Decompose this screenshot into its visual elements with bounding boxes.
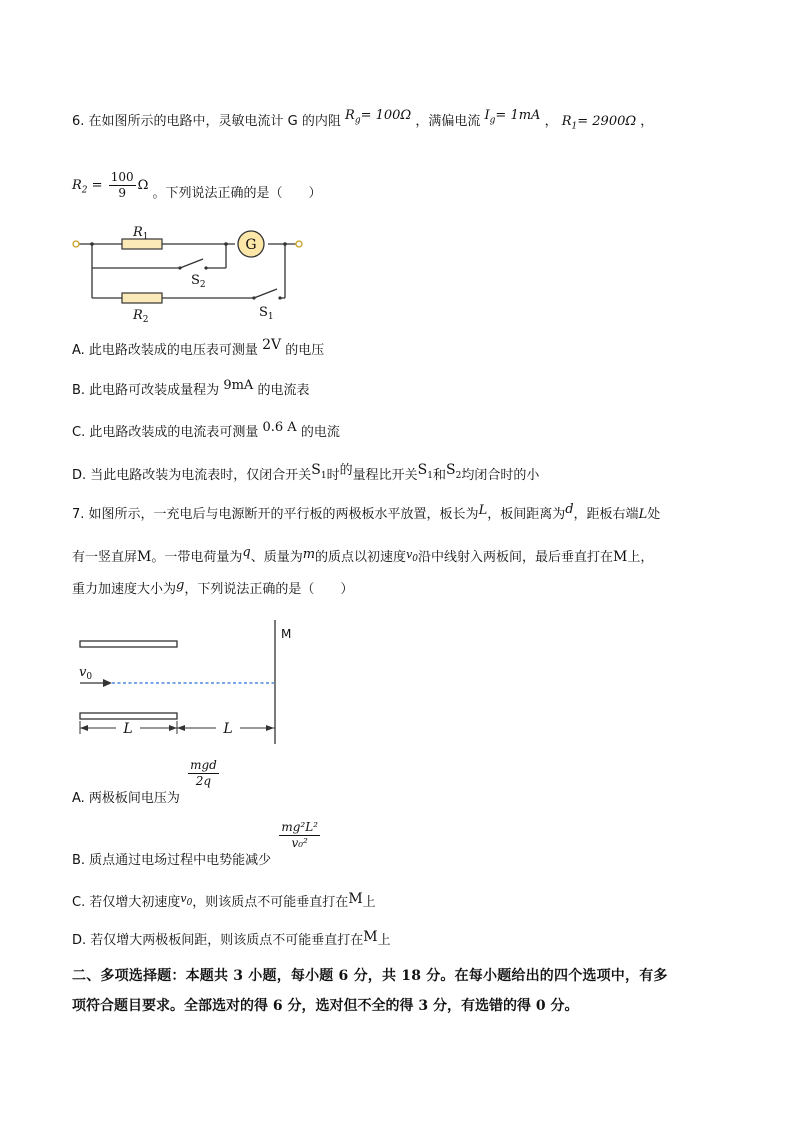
q7-line2-e: 沿中线射入两板间，最后垂直打在 xyxy=(418,550,614,565)
q7-sym-d: d xyxy=(565,502,574,517)
q7-option-d-text: D. 若仅增大两极板间距，则该质点不可能垂直打在 xyxy=(72,933,364,948)
q6-option-a-post: 的电压 xyxy=(285,343,325,358)
s2-label: $S_2$ xyxy=(191,273,206,290)
q7-option-c-end: 上 xyxy=(362,895,376,910)
r2-formula: $R_2$ = xyxy=(72,178,107,196)
q7-option-d-M: M xyxy=(363,929,378,945)
q7-sym-q: q xyxy=(242,545,251,560)
dim-arrow-2r xyxy=(266,725,274,731)
q7-option-b xyxy=(72,820,322,868)
q6-option-c-post: 的电流 xyxy=(300,425,340,440)
q7-option-a-fraction: $\frac{\text{mgd}}{2q}$ xyxy=(190,758,217,788)
q7-sym-v0: v0 xyxy=(406,548,419,565)
section2-header-line2: 项符合题目要求。全部选对的得 6 分，选对但不全的得 3 分，有选错的得 0 分。 xyxy=(72,998,579,1014)
q6-option-d-de: 的 xyxy=(339,463,353,478)
section2-header-line1: 二、多项选择题：本题共 3 小题，每小题 6 分，共 18 分。在每小题给出的四个选项中，有多 xyxy=(72,968,668,984)
q7-line3-a: 重力加速度大小为 xyxy=(72,582,177,597)
q7-option-a-text: A. 两极板间电压为 xyxy=(72,791,180,806)
switch-s1-blade xyxy=(254,289,277,298)
q6-option-a-text: A. 此电路改装成的电压表可测量 xyxy=(72,343,258,358)
q6-option-d-s2: $S_2$ xyxy=(446,462,462,481)
q7-number: 7. xyxy=(72,507,85,522)
s1-pivot xyxy=(252,296,255,299)
q7-stem-line2 xyxy=(72,547,653,572)
r2-unit: Ω xyxy=(137,178,149,193)
q7-option-d-end: 上 xyxy=(377,933,391,948)
galvanometer-label: G xyxy=(245,237,257,253)
q7-option-b-text: B. 质点通过电场过程中电势能减少 xyxy=(72,853,272,868)
ig-formula: $I_g= 1mA$ xyxy=(484,108,541,126)
dim-label-L2: L xyxy=(223,721,233,737)
q6-option-d-post: 均闭合时的小 xyxy=(461,468,540,483)
rg-formula: $R_g= 100\Omega$ xyxy=(345,108,412,126)
q6-option-d-and: 和 xyxy=(432,468,446,483)
q6-number: 6. xyxy=(72,114,85,129)
q7-option-c-M: M xyxy=(348,891,363,907)
s2-contact xyxy=(204,266,207,269)
upper-plate xyxy=(80,641,177,647)
q6-sep: ， xyxy=(544,114,558,129)
q6-stem-c: 。下列说法正确的是（ ） xyxy=(152,186,322,201)
q7-sym-m: m xyxy=(302,547,316,562)
q6-option-b-text: B. 此电路可改装成量程为 xyxy=(72,383,220,398)
q6-option-d-text: D. 当此电路改装为电流表时，仅闭合开关 xyxy=(72,468,312,483)
q6-option-c-value: 0.6 A xyxy=(262,420,297,435)
q7-sym-L: L xyxy=(478,503,488,518)
s2-pivot xyxy=(178,266,181,269)
r1-label: $R_1$ xyxy=(133,225,149,242)
node-mid xyxy=(224,242,228,246)
q7-option-d xyxy=(72,930,391,951)
q7-line3-b: ，下列说法正确的是（ ） xyxy=(184,582,354,597)
q7-line1-b: ，板间距离为 xyxy=(487,507,566,522)
lower-plate xyxy=(80,713,177,719)
q7-line2-f: 上， xyxy=(627,550,654,565)
q6-end-comma: ， xyxy=(640,114,654,129)
q6-option-d xyxy=(72,462,540,491)
terminal-left xyxy=(73,241,79,247)
screen-m-label: M xyxy=(281,627,292,641)
q6-option-c-text: C. 此电路改装成的电流表可测量 xyxy=(72,425,259,440)
v0-label: $v_0$ xyxy=(79,665,93,682)
q7-option-c-v0: v0 xyxy=(180,892,193,909)
q6-option-b-post: 的电流表 xyxy=(257,383,310,398)
dim-arrow-1r xyxy=(169,725,177,731)
r2-fraction: $\frac{100}{9}$ xyxy=(110,170,134,200)
q7-line2-b: 。一带电荷量为 xyxy=(151,550,243,565)
q7-line1-c: ，距板右端 xyxy=(573,507,639,522)
q7-option-c xyxy=(72,892,376,917)
q7-option-c-text: C. 若仅增大初速度 xyxy=(72,895,181,910)
q7-stem-line1 xyxy=(72,502,661,525)
q7-line2-c: 、质量为 xyxy=(250,550,303,565)
q6-option-c xyxy=(72,420,340,443)
q7-sym-M: M xyxy=(137,549,152,565)
q7-sym-L2: L xyxy=(638,507,648,522)
q6-option-a-value: 2V xyxy=(262,337,282,353)
q7-line2-d: 的质点以初速度 xyxy=(315,550,407,565)
q7-option-c-post: ，则该质点不可能垂直打在 xyxy=(192,895,349,910)
s1-label: $S_1$ xyxy=(259,305,274,322)
terminal-right xyxy=(296,241,302,247)
s1-contact xyxy=(278,296,281,299)
q7-line1-d: 处 xyxy=(647,507,661,522)
q6-option-a xyxy=(72,337,325,361)
q6-option-d-mid2: 量程比开关 xyxy=(352,468,418,483)
dim-arrow-1l xyxy=(80,725,88,731)
q7-sym-g: g xyxy=(176,578,185,593)
node-left xyxy=(90,242,94,246)
q6-option-d-s1: $S_1$ xyxy=(311,462,327,481)
q7-stem-line3 xyxy=(72,580,353,600)
velocity-arrow-head xyxy=(103,679,112,687)
q6-option-b-value: 9mA xyxy=(223,378,254,393)
q6-stem-line2 xyxy=(72,170,322,201)
r1-formula: $R_1= 2900\Omega$ xyxy=(561,114,637,132)
node-right xyxy=(283,242,287,246)
q6-option-b xyxy=(72,378,310,401)
q7-option-a xyxy=(72,758,221,806)
q7-sym-M2: M xyxy=(613,549,628,565)
q7-option-b-fraction: $\frac{\text{mg²L²}}{\text{v₀²}}$ xyxy=(281,820,318,850)
switch-s2-blade xyxy=(180,259,203,268)
dim-label-L1: L xyxy=(123,721,133,737)
resistor-r2 xyxy=(122,293,162,303)
q6-option-d-mid1: 时 xyxy=(326,468,340,483)
q6-stem-b: ，满偏电流 xyxy=(415,114,481,129)
q6-stem-line1 xyxy=(72,108,654,137)
q6-option-d-s1b: $S_1$ xyxy=(417,462,433,481)
r2-label: $R_2$ xyxy=(133,308,149,322)
parallel-plate-figure xyxy=(74,618,304,748)
q7-line2-a: 有一竖直屏 xyxy=(72,550,138,565)
circuit-diagram xyxy=(70,222,310,322)
q7-line1-a: 如图所示，一充电后与电源断开的平行板的两极板水平放置，板长为 xyxy=(88,507,479,522)
dim-arrow-2l xyxy=(177,725,185,731)
q6-stem-a: 在如图所示的电路中，灵敏电流计 G 的内阻 xyxy=(88,114,341,129)
